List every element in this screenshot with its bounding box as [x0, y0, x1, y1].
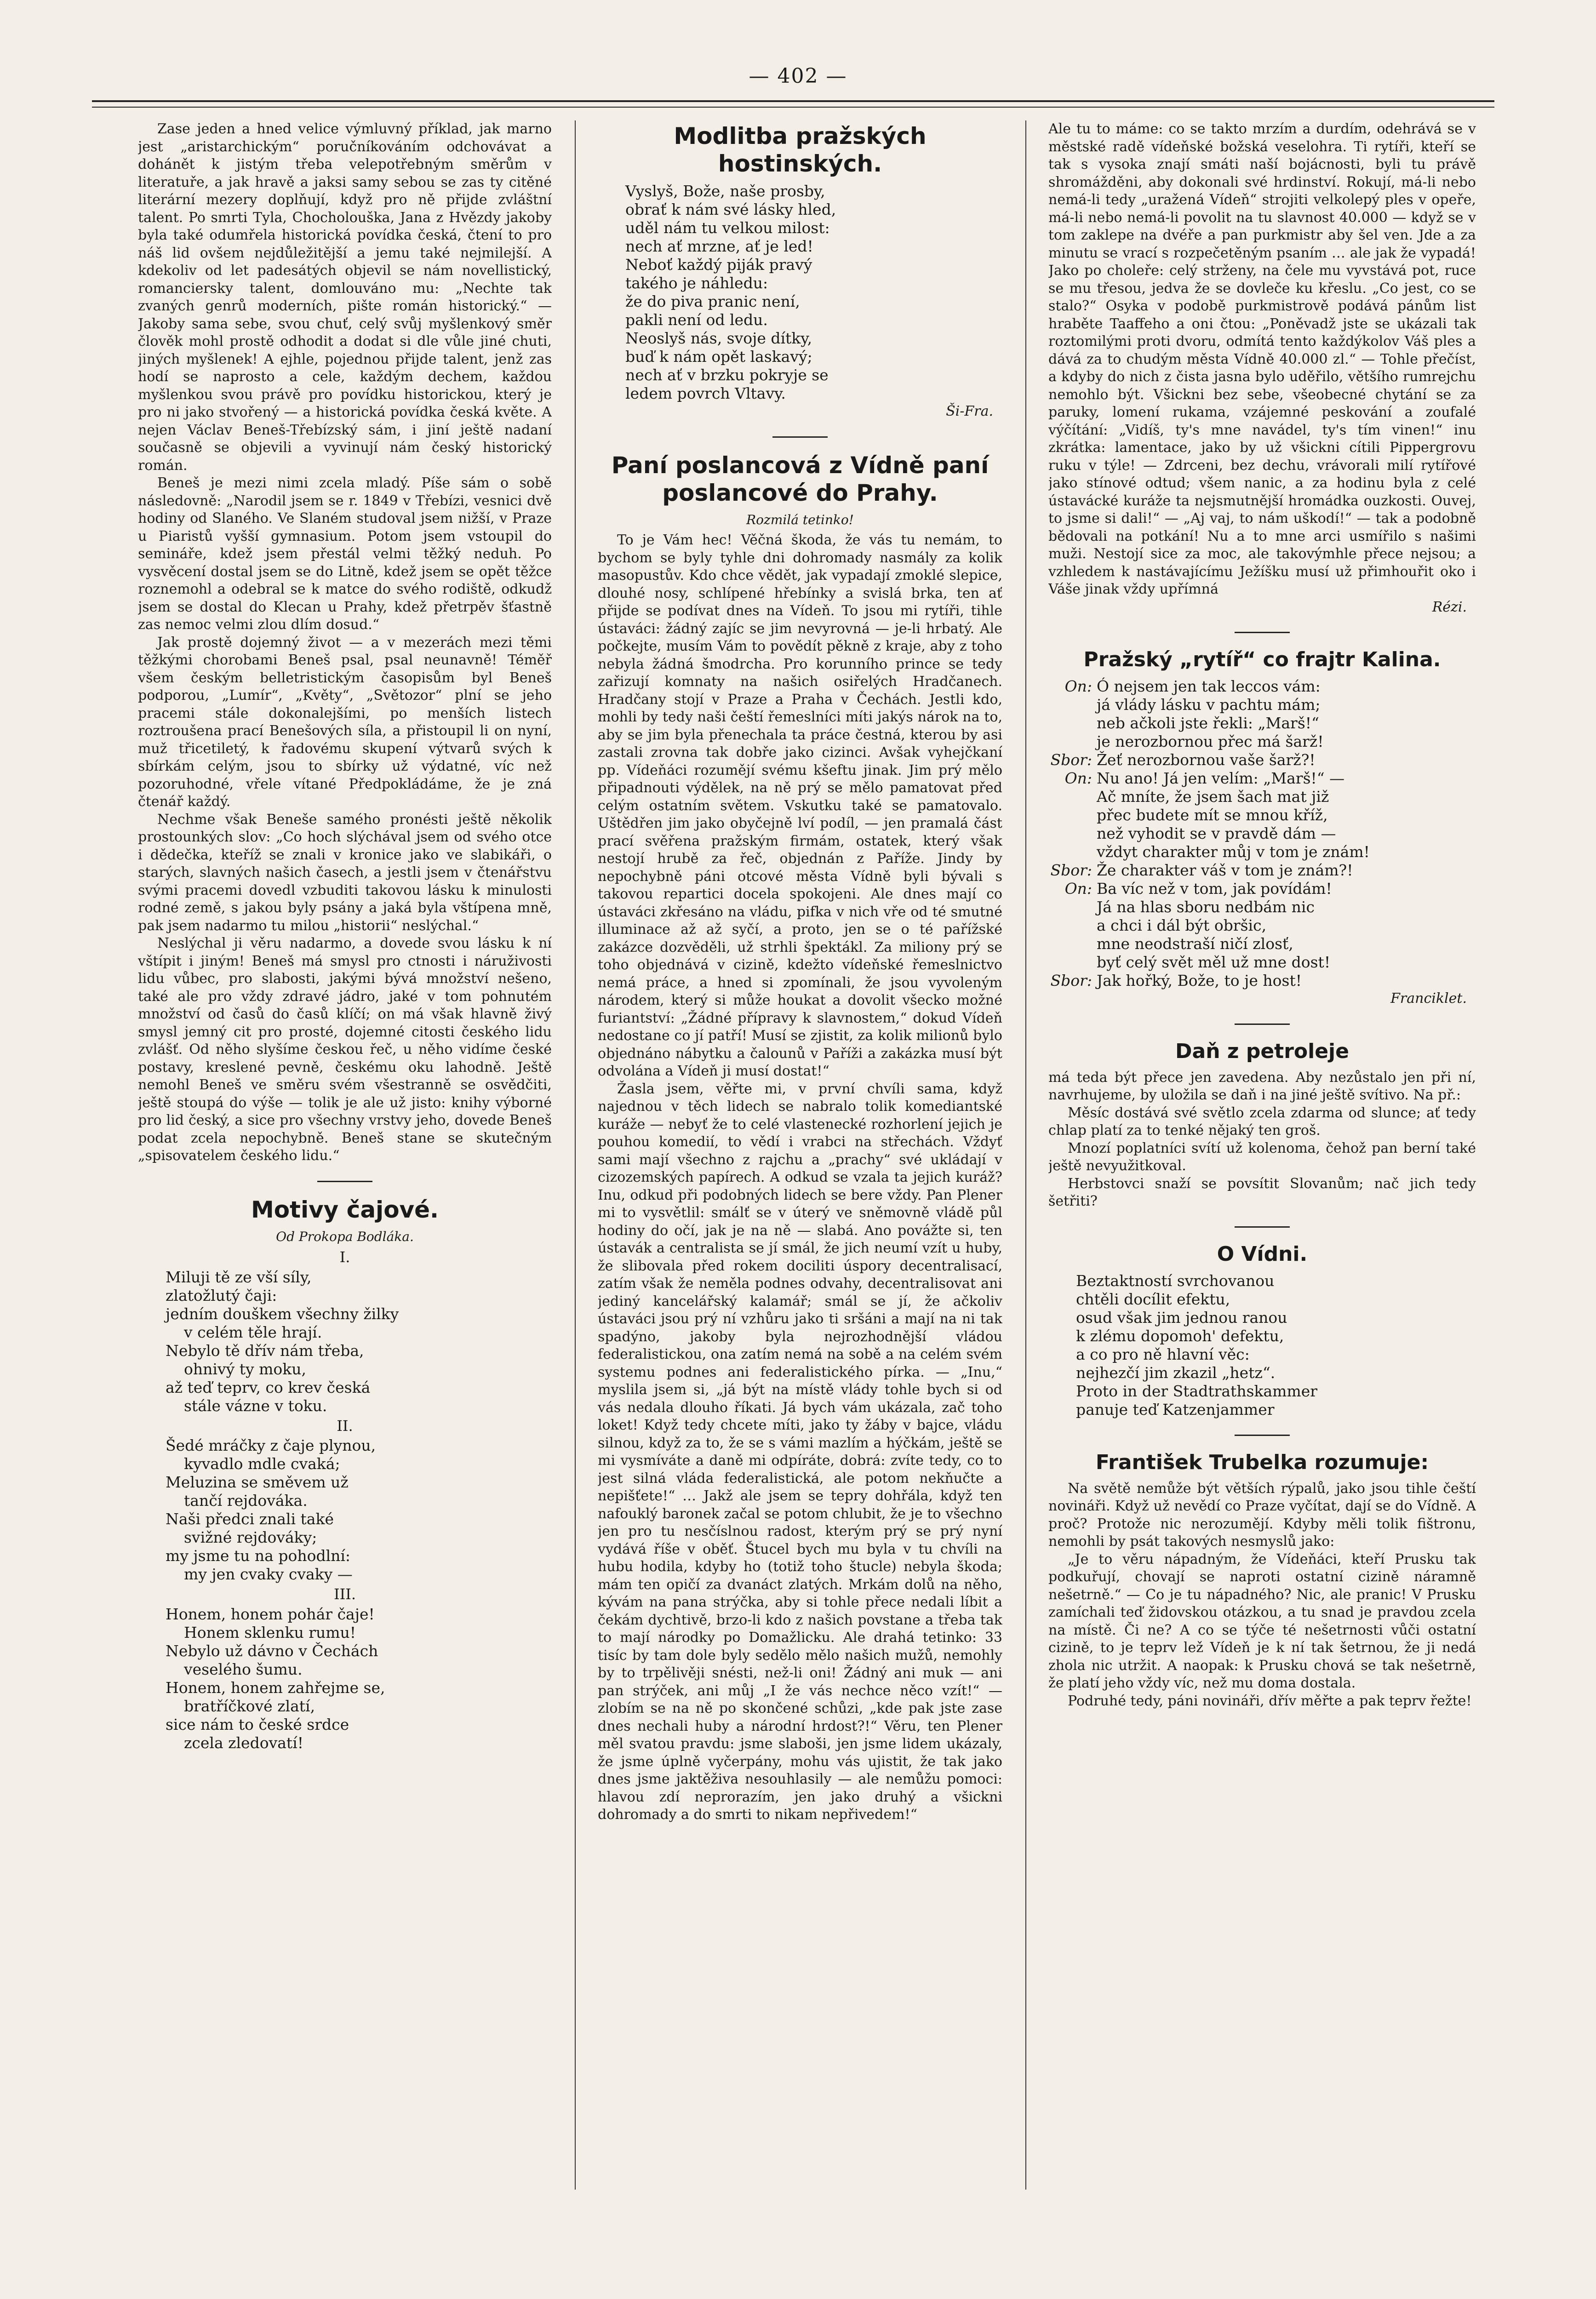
speaker: On: — [1064, 880, 1092, 898]
top-rule — [92, 100, 1494, 108]
speaker — [1048, 953, 1097, 972]
section-divider — [1235, 632, 1290, 633]
paragraph: Nechme však Beneše samého pronésti ještě několik prostounkých slov: „Co hoch slýchával jsem od svého otce i dědečka, kteříž se znali v kronice jako ve slabikáři, o starých, slavných našich časech, a jestli jsem v čtenářstvu svými pracemi dovedl vzbuditi takovou lásku k minulosti rodné země, s jakou byly psány a jaká byla vštípena mně, pak jsem nadarmo tu milou „historii“ neslýchal.“ — [138, 811, 552, 934]
speaker: Sbor: — [1050, 972, 1092, 989]
line-text: Ač mníte, že jsem šach mat již — [1097, 788, 1329, 806]
poem-line: my jsme tu na pohodlní: — [166, 1547, 351, 1565]
article-title: O Vídni. — [1217, 1242, 1308, 1266]
paragraph: má teda být přece jen zavedena. Aby nezůstalo jen při ní, navrhujeme, by uložila se daň i na jiné ještě svítivo. Na př.: — [1048, 1069, 1476, 1103]
poem-line: tančí rejdováka. — [184, 1492, 308, 1510]
poem-line: bratříčkové zlatí, — [184, 1697, 315, 1715]
poem-stanza — [138, 1605, 552, 1752]
part-number: I. — [339, 1248, 350, 1266]
part-number: III. — [333, 1585, 356, 1603]
poem-line: Šedé mráčky z čaje plynou, — [166, 1436, 376, 1454]
line-text: Ó nejsem jen tak leccos vám: — [1097, 677, 1321, 695]
line-text: přec budete mít se mnou kříž, — [1097, 806, 1328, 824]
column-divider — [575, 120, 576, 2190]
signature: Ši-Fra. — [946, 403, 993, 419]
dialogue-line — [1048, 769, 1476, 788]
poem-line: chtěli docílit efektu, — [1076, 1290, 1230, 1308]
speaker: On: — [1064, 677, 1092, 695]
poem-line: až teď teprv, co krev česká — [166, 1378, 371, 1396]
paragraph: Podruhé tedy, páni novináři, dřív měřte a pak teprv řežte! — [1068, 1693, 1472, 1709]
dialogue-line — [1048, 843, 1476, 861]
article-title: Pražský „rytíř“ co frajtr Kalina. — [1083, 648, 1441, 671]
dialogue-line — [1048, 751, 1476, 769]
dialogue-line — [1048, 677, 1476, 696]
dialogue-line — [1048, 861, 1476, 880]
poem-line: obrať k nám své lásky hled, — [625, 200, 836, 218]
paragraph: Jak prostě dojemný život — a v mezerách mezi těmi těžkými chorobami Beneš psal, psal neunavně! Téměř všem českým belletristickým časopisům byl Beneš podporou, „Lumír“, „Květy“, „Světozor“ plní se jeho pracemi stále dokonalejšími, po menších listech roztroušena prací Benešových síla, a přistoupil li on nyní, muž třicetiletý, k řadovému skupení výtvarů svých k sbírkám celým, jsou to sbírky už výdatné, víc než pozoruhodné, vřele vítané Předpokládáme, že je zná čtenář každý. — [138, 634, 552, 810]
dialogue-line — [1048, 953, 1476, 972]
speaker — [1048, 843, 1097, 861]
poem-line: stále vázne v toku. — [184, 1396, 327, 1415]
poem-line: osud však jim jednou ranou — [1076, 1308, 1287, 1327]
byline: Od Prokopa Bodláka. — [276, 1229, 414, 1244]
dialogue-line — [1048, 696, 1476, 714]
poem-line: pakli není od ledu. — [625, 311, 768, 329]
poem-line: Meluzina se směvem už — [166, 1473, 349, 1491]
line-text: mne neodstraší ničí zlosť, — [1097, 935, 1293, 953]
poem-line: kyvadlo mdle cvaká; — [184, 1455, 340, 1473]
salutation: Rozmilá tetinko! — [746, 512, 854, 527]
article-title: Daň z petroleje — [1175, 1039, 1349, 1063]
dialogue-line — [1048, 806, 1476, 824]
paragraph: Beneš je mezi nimi zcela mladý. Píše sám o sobě následovně: „Narodil jsem se r. 1849 v Třebízi, vesnici dvě hodiny od Slaného. Ve Slaném studoval jsem nižší, v Praze u Piaristů vyšší gymnasium. Potom jsem vstoupil do semináře, kdež jsem přestál velmi těžký neduh. Po vysvěcení dostal jsem se do Litně, kdež jsem se opět těžce roznemohl a odebral se k matce do svého rodiště, odkudž jsem se dostal do Klecan u Prahy, kdež přetrpěv šťastně zas nemoc velmi zlou dlím dosud.“ — [138, 475, 552, 633]
paragraph: Herbstovci snaží se povsítit Slovanům; nač jich tedy šetřiti? — [1048, 1175, 1476, 1209]
speaker: On: — [1064, 769, 1092, 787]
line-text: Že charakter váš v tom je znám?! — [1097, 861, 1353, 879]
poem-stanza — [138, 1268, 552, 1415]
signature: Franciklet. — [1390, 990, 1467, 1007]
poem-line: v celém těle hrají. — [184, 1323, 322, 1341]
article-title: Modlitba pražských hostinských. — [674, 123, 927, 177]
line-text: než vyhodit se v pravdě dám — — [1097, 824, 1336, 842]
speaker — [1048, 898, 1097, 916]
speaker: Sbor: — [1050, 751, 1092, 769]
dialogue-line — [1048, 788, 1476, 806]
line-text: Já na hlas sboru nedbám nic — [1097, 898, 1315, 916]
poem-line: Honem, honem pohár čaje! — [166, 1605, 375, 1623]
line-text: a chci i dál být obršic, — [1097, 916, 1267, 934]
poem-line: zcela zledovatí! — [184, 1733, 303, 1752]
dialogue-line — [1048, 824, 1476, 843]
poem-line: uděl nám tu velkou milost: — [625, 219, 830, 237]
dialogue-line — [1048, 916, 1476, 935]
speaker — [1048, 788, 1097, 806]
poem-line: k zlému dopomoh' defektu, — [1076, 1327, 1284, 1345]
poem-line: panuje teď Katzenjammer — [1076, 1400, 1275, 1418]
speaker — [1048, 824, 1097, 843]
line-text: Žeť nerozbornou vaše šarž?! — [1097, 751, 1316, 769]
poem-line: Honem, honem zahřejme se, — [166, 1678, 385, 1697]
poem-line: že do piva pranic není, — [625, 292, 800, 310]
section-divider — [772, 436, 828, 438]
speaker — [1048, 806, 1097, 824]
poem-line: Nebylo tě dřív nám třeba, — [166, 1341, 364, 1360]
poem-line: Neoslyš nás, svoje dítky, — [625, 329, 812, 347]
poem-line: veselého šumu. — [184, 1660, 303, 1678]
poem-line: nejhezčí jim zkazil „hetz“. — [1076, 1363, 1276, 1382]
speaker — [1048, 714, 1097, 732]
column-divider — [1025, 120, 1026, 2190]
poem-line: ledem povrch Vltavy. — [625, 384, 786, 402]
section-divider — [1235, 1226, 1290, 1228]
paragraph: Žasla jsem, věřte mi, v první chvíli sama, když najednou v těch lidech se nabralo tolik komediantské kuráže — nebyť že to celé vlastenecké rozhorlení jejich je pouhou komedií, to vědí i vrabci na střechách. Vždyť sami mají všechno z rajchu a „prachy“ své ukládají v cizozemských papírech. A odkud se vzala ta jejich kuráž? Inu, odkud při podobných lidech se bere vždy. Pan Plener mi to vysvětlil: smálť se v úterý ve sněmovně vládě půl hodiny do očí, jak je na ně — slabá. Ano povážte si, ten ústavák a centralista se jí smál, že jich neumí vzít u huby, že slibovala před rokem dociliti úspory decentralisací, zatím však že neměla podnes odvahy, decentralisovat ani jediný kancelářský kalamář; smál se jí, že ačkoliv ústaváci jsou prý ní vzhůru jako ti sršáni a mají na ni tak spadýno, jakoby byla nejrozhodnější vládou federalistickou, ona zatím nemá na sobě a na celém svém systemu podnes ani federalistického pírka. — „Inu,“ myslila jsem si, „já být na místě vlády tohle bych si od vás nedala dlouho říkati. Já bych vám ukázala, zač toho loket! Když tedy chcete míti, jako ty žáby v bajce, vládu silnou, když za to, že se s vámi mazlím a hýčkám, ještě se mi vysmíváte a daně mi odpíráte, dobrá: zvíte tedy, co to jest silná vláda federalistická, ale potom nekňučte a nepišťete!“ … Jakž ale jsem se tepry dohřála, když ten nafouklý baronek začal se potom chlubit, že je to všechno jen pro tu nesčíslnou radost, kterým prý se prý nyní vydává říše v oběť. Štucel bych mu byla v tu chvíli na hubu hodila, kdyby ho (totiž toho štucle) nebyla škoda; mám ten opičí za dvanáct zlatých. Mrkám dolů na něho, kývám na pana strýčka, aby si tohle přece nedali líbit a čekám dychtivě, brzo-li kdo z našich povstane a třeba tak to mají národky po Domažlicku. Ale drahá tetinko: 33 tisíc by tam dole byly sedělo mělo našich mužů, nemohly by to trpělivěji snésti, než-li oni! Žádný ani muk — ani pan strýček, ani můj „I že vás nechce něco vzít!“ — zlobím se na ně po skončené schůzi, „kde pak jste zase dnes nechali huby a národní hrdost?!“ Věru, ten Plener měl svatou pravdu: jsme slaboši, jen jsme lidem ukázaly, že jsme úplně vyčerpány, mohu vás ujistit, že tak jako dnes jsme jaktěživa nesouhlasily — ale nemůžu pomoci: hlavou zdí neprorazím, jen jako druhý a všickni dohromady a do smrti to nikam nepřivedem!“ — [598, 1081, 1002, 1823]
poem-line: Proto in der Stadtrathskammer — [1076, 1382, 1318, 1400]
poem-line: takého je náhledu: — [625, 274, 768, 292]
poem-line: nech ať v brzku pokryje se — [625, 366, 829, 384]
line-text: vždyt charakter můj v tom je znám! — [1097, 843, 1370, 861]
poem — [598, 182, 1002, 403]
dialogue-line — [1048, 714, 1476, 732]
speaker — [1048, 935, 1097, 953]
poem-line: my jen cvaky cvaky — — [184, 1565, 353, 1583]
line-text: Ba víc než v tom, jak povídám! — [1097, 880, 1332, 898]
poem-line: zlatožlutý čaji: — [166, 1286, 277, 1304]
poem-line: Vyslyš, Bože, naše prosby, — [625, 182, 825, 200]
dialogue-line — [1048, 898, 1476, 916]
paragraph: Neslýchal ji věru nadarmo, a dovede svou lásku k ní vštípit i jiným! Beneš má smysl pro ctnosti i náruživosti lidu vůbec, pro slabosti, jakými bývá množství nešeno, také ale pro vždy zdravé jádro, jaké v tom pohnutém množství od časů do časů klíčí; on má však hlavně živý smysl jemný cit pro prosté, dojemné citosti českého lidu zvlášť. Od něho slyšíme českou řeč, u něho vidíme české postavy, kreslené pevně, českému oku lahodně. Ještě nemohl Beneš ve směru svém všestranně se osvědčiti, ještě stoupá do výše — tolik je ale už jisto: knihy výborné pro lid český, a sice pro všechny vrstvy jeho, dovede Beneš podat zcela nepochybně. Beneš stane se skutečným „spisovatelem českého lidu.“ — [138, 935, 552, 1164]
speaker — [1048, 916, 1097, 935]
poem-line: Miluji tě ze vší síly, — [166, 1268, 312, 1286]
poem-line: Beztaktností svrchovanou — [1076, 1271, 1275, 1290]
column-3 — [1048, 120, 1476, 2213]
column-2 — [598, 120, 1002, 2213]
poem-line: a co pro ně hlavní věc: — [1076, 1345, 1250, 1363]
part-number: II. — [337, 1417, 353, 1435]
line-text: byť celý svět měl už mne dost! — [1097, 953, 1331, 971]
poem-line: svižné rejdováky; — [184, 1528, 317, 1546]
paragraph: Ale tu to máme: co se takto mrzím a durdím, odehrává se v městské radě vídeňské božská veselohra. Ti rytíři, kteří se tak s vysoka znají smáti naší bojácnosti, byli tu právě shromážděni, aby dokonali své hrdinství. Rokují, má-li nebo nemá-li tedy „uražená Vídeň“ strojiti velkolepý ples v opeře, má-li nebo nemá-li povolit na tu slavnost 40.000 — když se v tom zaklepe na dvéře a pan purkmistr aby šel ven. Jde a za minutu se vrací s rozpečetěným psaním … ale jak že vypadá! Jako po choleře: celý strženy, na čele mu vyvstává pot, ruce se mu třesou, jedva že se dovleče ku křeslu. „Co jest, co se stalo?“ Osyka v podobě purkmistrově podává pánům list hraběte Taaffeho a oni čtou: „Poněvadž jste se ukázali tak roztomilými proti dvoru, odmítá tento každýkolov Váš ples a dává za to chudým města Vídně 40.000 zl.“ — Tohle přečíst, a kdyby do nich z čista jasna bylo uděřilo, většího rumrejchu nemohlo být. Všickni bez sebe, všeobecné chytání se za paruky, lomení rukama, vzájemné peskování a zoufalé výčítání: „Vidíš, ty's mne navádel, ty's tím vinen!“ inu zkrátka: lamentace, jako by už všickni cítili Pippergrovu ruku v týle! — Zdrceni, bez dechu, vrávorali milí rytířové jako stínové odtud; všem nanic, a za hodinu byla z celé ústavácké kuráže ta nejsmutnější hromádka ouzkosti. Ouvej, to jsme si dali!“ — „Aj vaj, to nám uškodí!“ — tak a podobně bědovali na potkání! Nu a to mne arci usmířilo s našimi muži. Nestojí sice za moc, ale takovýmhle přece nejsou; a vzhledem k nastávajícímu Ježíšku musí už přimhouřit oko i Váše jinak vždy upřímná — [1048, 121, 1476, 597]
section-divider — [317, 1181, 372, 1182]
line-text: Nu ano! Já jen velím: „Marš!“ — — [1097, 769, 1345, 787]
poem-line: Naši předci znali také — [166, 1510, 334, 1528]
paragraph: Mnozí poplatníci svítí už kolenoma, čehož pan berní také ještě nevyužitkoval. — [1048, 1140, 1476, 1174]
article-title: František Trubelka rozumuje: — [1095, 1450, 1429, 1474]
poem-line: Nebylo už dávno v Čechách — [166, 1641, 378, 1660]
paragraph: „Je to věru nápadným, že Vídeňáci, kteří Prusku tak podkuřují, chovají se naproti ostatní cizině náramně nešetrně.“ — Co je tu nápadného? Nic, ale pranic! V Prusku zamíchali teď židovskou otázkou, a tu snad je pravdou zcela na místě. Či ne? A co se týče té nešetrnosti vůči ostatní cizině, to je teprv lež Vídeň je k ní tak šetrnou, že ji nedá zhola nic utržit. A naopak: k Prusku chová se tak nešetrně, že platí jeho vždy víc, než mu doma dostala. — [1048, 1551, 1476, 1691]
signature: Rézi. — [1432, 599, 1467, 615]
section-divider — [1235, 1435, 1290, 1436]
poem-line: Neboť každý piják pravý — [625, 256, 812, 274]
poem-line: ohnivý ty moku, — [184, 1360, 306, 1378]
section-divider — [1235, 1024, 1290, 1025]
line-text: je nerozbornou přec má šarž! — [1097, 732, 1324, 750]
dialogue-poem — [1048, 677, 1476, 990]
dialogue-line — [1048, 880, 1476, 898]
speaker — [1048, 732, 1097, 751]
paragraph: Zase jeden a hned velice výmluvný příklad, jak marno jest „aristarchickým“ poručníkováním odchovávat a dohánět k jistým třeba velepotřebným směrům v literatuře, a jak hravě a jaksi samy sebou se zas ty citěné literární mezery doplňují, když pro ně přijde zvláštní talent. Po smrti Tyla, Chocholouška, Jana z Hvězdy jakoby byla také odumřela historická povídka česká, čtení to pro náš lid ovšem nejdůležitější a jemu také nejmilejší. A kdekoliv od let padesátých objevil se nám novellistický, romanciersky talent, domlouváno mu: „Nechte tak zvaných genrů moderních, pište román historický.“ — Jakoby sama sebe, svou chuť, celý svůj myšlenkový směr člověk mohl prostě odhodit a dodat si dle vůle jiné chuti, jiných myšlenek! A ejhle, pojednou přijde talent, jenž zas hodí se naprosto a cele, každým dechem, každou myšlenkou svou právě pro povídku historickou, který je pro ni jako stvořený — a historická povídka česká květe. A nejen Václav Beneš-Třebízský sám, i jiní ještě nadaní současně se objevili a vyvinují nám český historický román. — [138, 121, 552, 474]
paragraph: To je Vám hec! Věčná škoda, že vás tu nemám, to bychom se byly tyhle dni dohromady nasmály za kolik masopustův. Kdo chce vědět, jak vypadají zmoklé slepice, dlouhé nosy, schlípené hřebínky a svislá brka, ten ať přijde se podívat dnes na Vídeň. To jsou mi rytíři, tihle ústaváci: žádný zajíc se jim nevyrovná — je-li hrbatý. Ale počkejte, musím Vám to povědít pěkně z kraje, aby z toho nebyla žádná šmodrcha. Pro korunního prince se tedy zařizují komnaty na našich osiřelých Hradčanech. Hradčany stojí v Praze a Praha v Čechách. Jestli kdo, mohli by tedy naši čeští řemeslníci míti jakýs nárok na to, aby se jim byla přenechala ta práce čestná, kterou by asi zastali zrovna tak dobře jako cizinci. Avšak vyhejčkaní pp. Vídeňáci rozumějí svému kšeftu jinak. Jim prý mělo připadnouti výdělek, na ně prý se mělo pamatovat před celým ostatním světem. Vskutku také se pamatovalo. Uštědřen jim jako obyčejně lví podíl, — jen pramalá část prací svěřena pražským firmám, ostatek, který však nestojí hrubě za řeč, objednán z Paříže. Jindy by nepochybně páni otcové města Vídně byli bývali s takovou repartici docela spokojeni. Ale dnes mají co ústaváci zkřesáno na vládu, pifka v nich vře od té smutné illuminace až až syčí, a proto, jen se o té pařížské zakázce dozvěděli, už strhli špektákl. Za miliony prý se toho objednává v cizině, kdežto vídeňské řemeslnictvo nemá práce, a hned si zpomínali, že jsou vyvoleným národem, který si může houkat a dovolit všecko možné furiantství: „Žádné přípravy k slavnostem,“ dokud Vídeň nedostane co jí patří! Musí se zjistit, za kolik milionů bylo objednáno nábytku a čalounů v Paříži a zakázka musí být odvolána a Vídeň ji musí dostat!“ — [598, 532, 1002, 1079]
speaker — [1048, 696, 1097, 714]
paragraph: Na světě nemůže být větších rýpalů, jako jsou tihle čeští novináři. Když už nevědí co Praze vyčítat, dají se do Vídně. A proč? Protože nic nerozumějí. Kdyby měli tolik fištronu, nemohli by psát takových nesmyslů jako: — [1048, 1480, 1476, 1550]
page-number: — 402 — — [749, 64, 847, 88]
dialogue-line — [1048, 732, 1476, 751]
column-1 — [138, 120, 552, 2213]
speaker: Sbor: — [1050, 861, 1092, 879]
poem-line: sice nám to české srdce — [166, 1715, 349, 1733]
poem-line: Honem sklenku rumu! — [184, 1623, 356, 1641]
paragraph: Měsíc dostává své světlo zcela zdarma od slunce; ať tedy chlap platí za to tenké nějaký ten groš. — [1048, 1104, 1476, 1138]
dialogue-line — [1048, 935, 1476, 953]
dialogue-line — [1048, 972, 1476, 990]
poem-line: buď k nám opět laskavý; — [625, 348, 812, 366]
article-title: Motivy čajové. — [251, 1196, 439, 1223]
article-title: Paní poslancová z Vídně paní poslancové do Prahy. — [611, 452, 989, 506]
poem-line: nech ať mrzne, ať je led! — [625, 237, 813, 255]
poem — [1048, 1272, 1476, 1419]
line-text: já vlády lásku v pachtu mám; — [1097, 696, 1321, 714]
poem-line: jedním douškem všechny žilky — [166, 1304, 399, 1323]
line-text: neb ačkoli jste řekli: „Marš!“ — [1097, 714, 1319, 732]
line-text: Jak hořký, Bože, to je host! — [1097, 972, 1302, 989]
poem-stanza — [138, 1436, 552, 1584]
